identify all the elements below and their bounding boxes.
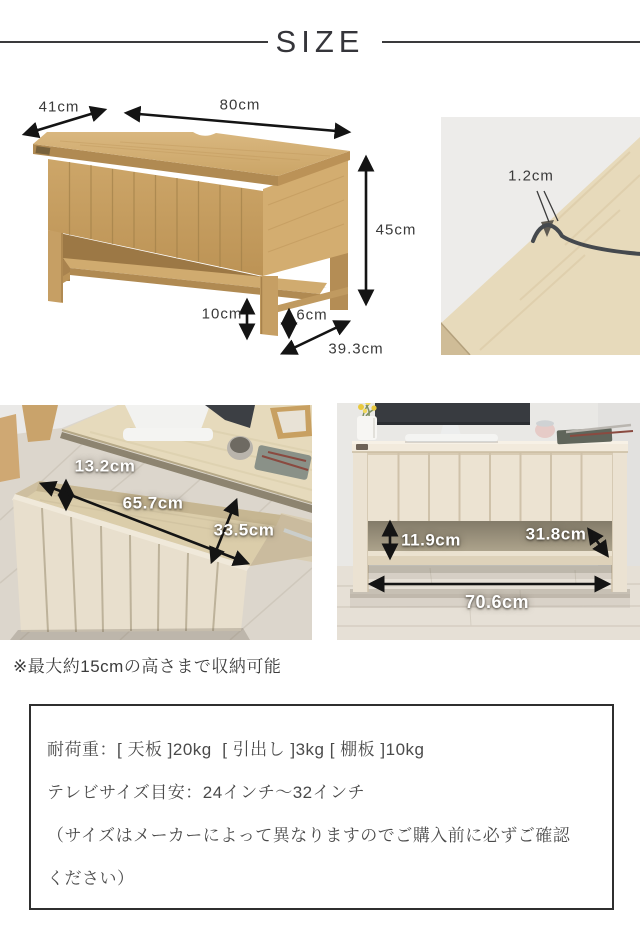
spec-disclaimer-1: （サイズはメーカーによって異なりますのでご購入前に必ずご確認 xyxy=(47,826,571,845)
dim-label-inner-depth: 39.3cm xyxy=(328,340,384,358)
dim-label-clearance: 10cm xyxy=(201,305,243,323)
page-title: SIZE xyxy=(275,24,365,59)
monitor-base xyxy=(123,428,213,441)
dim-label-cable-gap: 1.2cm xyxy=(508,167,554,185)
corner-bracket xyxy=(356,444,368,450)
shelf-board-top xyxy=(368,551,612,556)
front-left-leg xyxy=(48,230,63,303)
dim-label-shelf-height: 11.9cm xyxy=(401,530,461,550)
drawer-shadow xyxy=(10,628,250,640)
front-right-leg xyxy=(260,276,278,336)
dim-label-height: 45cm xyxy=(375,221,417,239)
spec-box xyxy=(29,704,614,910)
dim-label-depth: 41cm xyxy=(38,98,80,116)
spec-tv-size: テレビサイズ目安：24インチ〜32インチ xyxy=(47,783,366,802)
right-leg xyxy=(612,452,627,592)
storage-note: ※最大約15cmの高さまで収納可能 xyxy=(13,657,282,676)
arrow-width-80cm xyxy=(127,113,348,132)
dim-label-base: 6cm xyxy=(296,306,328,324)
monitor-stand xyxy=(125,405,210,432)
monitor-screen xyxy=(375,403,530,425)
dim-label-shelf-depth: 31.8cm xyxy=(525,524,587,544)
dim-label-width: 80cm xyxy=(219,96,261,114)
dim-label-drawer-width: 65.7cm xyxy=(122,493,184,513)
spec-load-capacity: 耐荷重：[ 天板 ]20kg [ 引出し ]3kg [ 棚板 ]10kg xyxy=(47,740,425,759)
monitor-base xyxy=(405,434,498,442)
spec-disclaimer-2: ください） xyxy=(47,869,135,888)
dim-label-drawer-height: 13.2cm xyxy=(74,456,136,476)
shelf-board-edge xyxy=(368,556,612,565)
cable-gap-photo xyxy=(440,117,640,355)
left-leg xyxy=(353,452,368,592)
dim-label-front-width: 70.6cm xyxy=(464,592,530,612)
dim-label-drawer-depth: 33.5cm xyxy=(213,520,275,540)
flower xyxy=(358,404,364,410)
back-right-leg xyxy=(330,253,348,310)
